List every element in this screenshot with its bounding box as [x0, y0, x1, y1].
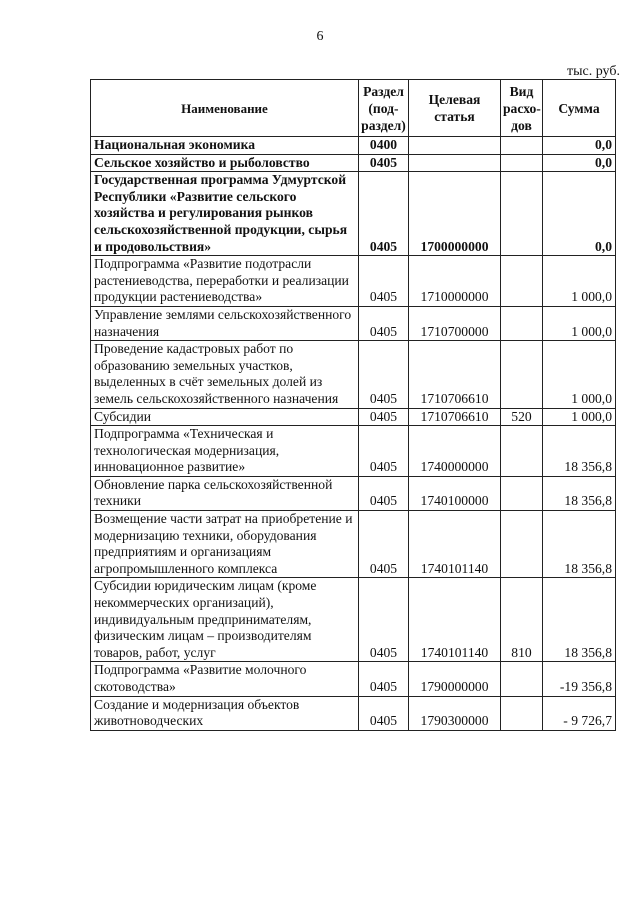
row-type: 520 [501, 408, 543, 426]
table-row [91, 137, 616, 155]
row-sum: 0,0 [543, 137, 616, 155]
row-section: 0405 [359, 511, 409, 578]
table-row [91, 256, 616, 307]
row-name: Подпрограмма «Техническая и технологическая модернизация, инновационное развитие» [91, 426, 359, 477]
row-sum: 1 000,0 [543, 306, 616, 340]
row-type [501, 256, 543, 307]
header-section: Раздел (под-раздел) [359, 80, 409, 137]
row-sum: -19 356,8 [543, 662, 616, 696]
table-row [91, 306, 616, 340]
table-header-row [91, 80, 616, 137]
row-target: 1740101140 [409, 578, 501, 662]
row-sum: - 9 726,7 [543, 696, 616, 730]
row-type [501, 137, 543, 155]
page-number: 6 [316, 29, 324, 44]
row-target: 1740000000 [409, 426, 501, 477]
row-target [409, 137, 501, 155]
row-target: 1710000000 [409, 256, 501, 307]
row-target: 1790300000 [409, 696, 501, 730]
header-name: Наименование [91, 80, 359, 137]
row-type [501, 426, 543, 477]
row-type: 810 [501, 578, 543, 662]
table-row [91, 476, 616, 510]
row-name: Государственная программа Удмуртской Республики «Развитие сельского хозяйства и регулирования рынков сельскохозяйственной продукции, сырья и продовольствия» [91, 172, 359, 256]
row-target: 1740101140 [409, 511, 501, 578]
row-section: 0405 [359, 256, 409, 307]
row-section: 0405 [359, 172, 409, 256]
row-target: 1710700000 [409, 306, 501, 340]
row-name: Подпрограмма «Развитие подотрасли растениеводства, переработки и реализации продукции растениеводства» [91, 256, 359, 307]
table-row [91, 426, 616, 477]
row-name: Создание и модернизация объектов животноводческих [91, 696, 359, 730]
row-type [501, 306, 543, 340]
row-name: Подпрограмма «Развитие молочного скотоводства» [91, 662, 359, 696]
row-type [501, 511, 543, 578]
row-section: 0400 [359, 137, 409, 155]
row-sum: 1 000,0 [543, 256, 616, 307]
row-target: 1790000000 [409, 662, 501, 696]
row-sum: 0,0 [543, 154, 616, 172]
row-name: Субсидии юридическим лицам (кроме некоммерческих организаций), индивидуальным предпринимателям, физическим лицам – производителям товаров, работ, услуг [91, 578, 359, 662]
row-name: Субсидии [91, 408, 359, 426]
row-target: 1710706610 [409, 408, 501, 426]
row-section: 0405 [359, 662, 409, 696]
row-type [501, 172, 543, 256]
row-sum: 18 356,8 [543, 578, 616, 662]
header-target: Целевая статья [409, 80, 501, 137]
row-sum: 1 000,0 [543, 408, 616, 426]
row-section: 0405 [359, 696, 409, 730]
table-row [91, 511, 616, 578]
row-section: 0405 [359, 341, 409, 408]
row-name: Сельское хозяйство и рыболовство [91, 154, 359, 172]
row-sum: 18 356,8 [543, 511, 616, 578]
row-target: 1710706610 [409, 341, 501, 408]
row-sum: 18 356,8 [543, 426, 616, 477]
row-section: 0405 [359, 578, 409, 662]
header-sum: Сумма [543, 80, 616, 137]
row-name: Национальная экономика [91, 137, 359, 155]
row-type [501, 341, 543, 408]
header-type: Вид расхо-дов [501, 80, 543, 137]
row-name: Проведение кадастровых работ по образованию земельных участков, выделенных в счёт земельных долей из земель сельскохозяйственного назначения [91, 341, 359, 408]
row-sum: 0,0 [543, 172, 616, 256]
row-section: 0405 [359, 306, 409, 340]
table-row [91, 154, 616, 172]
row-target: 1740100000 [409, 476, 501, 510]
row-section: 0405 [359, 476, 409, 510]
units-label: тыс. руб. [567, 64, 620, 79]
budget-table [90, 79, 616, 731]
row-sum: 1 000,0 [543, 341, 616, 408]
row-type [501, 476, 543, 510]
table-row [91, 172, 616, 256]
table-row [91, 696, 616, 730]
row-target: 1700000000 [409, 172, 501, 256]
row-name: Управление землями сельскохозяйственного назначения [91, 306, 359, 340]
row-sum: 18 356,8 [543, 476, 616, 510]
table-row [91, 578, 616, 662]
row-type [501, 662, 543, 696]
table-row [91, 341, 616, 408]
row-name: Возмещение части затрат на приобретение и модернизацию техники, оборудования предприятиям и организациям агропромышленного комплекса [91, 511, 359, 578]
row-section: 0405 [359, 408, 409, 426]
table-row [91, 408, 616, 426]
table-row [91, 662, 616, 696]
row-section: 0405 [359, 426, 409, 477]
row-name: Обновление парка сельскохозяйственной техники [91, 476, 359, 510]
row-type [501, 696, 543, 730]
row-section: 0405 [359, 154, 409, 172]
row-target [409, 154, 501, 172]
row-type [501, 154, 543, 172]
